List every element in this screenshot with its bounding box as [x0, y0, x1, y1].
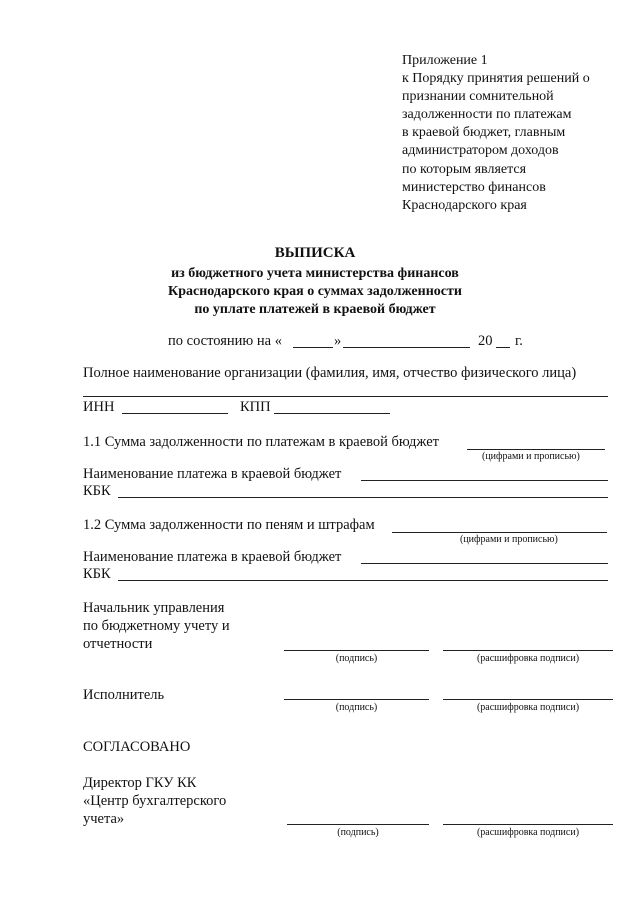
- head-decode-field[interactable]: [443, 650, 613, 651]
- debt-sum-hint: (цифрами и прописью): [482, 451, 580, 462]
- penalty-payment-name-field[interactable]: [361, 563, 608, 564]
- director-title-line: Директор ГКУ КК: [83, 775, 197, 791]
- org-name-field[interactable]: [83, 396, 608, 397]
- signature-hint: (подпись): [335, 653, 378, 664]
- org-name-label: Полное наименование организации (фамилия, имя, отчество физического лица): [83, 365, 577, 381]
- head-title-line: отчетности: [83, 636, 153, 652]
- date-suffix: г.: [515, 333, 523, 349]
- appendix-line: администратором доходов: [402, 143, 559, 159]
- date-year-prefix: 20: [478, 333, 493, 349]
- appendix-line: министерство финансов: [402, 179, 546, 195]
- payment-name-field[interactable]: [361, 480, 608, 481]
- date-year-field[interactable]: [496, 347, 510, 348]
- decode-hint: (расшифровка подписи): [476, 827, 580, 838]
- kpp-field[interactable]: [274, 413, 390, 414]
- director-title-line: учета»: [83, 811, 125, 827]
- executor-signature-field[interactable]: [284, 699, 429, 700]
- appendix-line: признании сомнительной: [402, 89, 554, 105]
- appendix-line: Приложение 1: [402, 53, 488, 68]
- kpp-label: КПП: [240, 399, 271, 415]
- appendix-line: в краевой бюджет, главным: [402, 125, 566, 141]
- date-mid: »: [334, 333, 342, 349]
- penalty-kbk-label: КБК: [83, 566, 111, 582]
- penalty-payment-name-label: Наименование платежа в краевой бюджет: [83, 549, 342, 565]
- penalty-kbk-field[interactable]: [118, 580, 608, 581]
- document-subtitle-line: по уплате платежей в краевой бюджет: [194, 302, 436, 317]
- signature-hint: (подпись): [337, 827, 379, 838]
- penalty-sum-label: 1.2 Сумма задолженности по пеням и штрафам: [83, 517, 375, 533]
- appendix-line: задолженности по платежам: [402, 107, 572, 123]
- payment-name-label: Наименование платежа в краевой бюджет: [83, 466, 342, 482]
- director-title-line: «Центр бухгалтерского: [83, 793, 227, 809]
- debt-sum-field[interactable]: [467, 449, 605, 450]
- date-prefix: по состоянию на «: [168, 333, 282, 349]
- executor-decode-field[interactable]: [443, 699, 613, 700]
- signature-hint: (подпись): [335, 702, 378, 713]
- document-title: ВЫПИСКА: [274, 245, 356, 261]
- approved-label: СОГЛАСОВАНО: [83, 739, 191, 755]
- date-month-field[interactable]: [343, 347, 470, 348]
- head-title-line: Начальник управления: [83, 600, 225, 616]
- head-signature-field[interactable]: [284, 650, 429, 651]
- decode-hint: (расшифровка подписи): [476, 702, 580, 713]
- appendix-line: по которым является: [402, 161, 527, 177]
- inn-label: ИНН: [83, 399, 115, 415]
- inn-field[interactable]: [122, 413, 228, 414]
- appendix-line: к Порядку принятия решений о: [402, 71, 590, 87]
- penalty-sum-hint: (цифрами и прописью): [460, 534, 558, 545]
- kbk-label: КБК: [83, 483, 111, 499]
- decode-hint: (расшифровка подписи): [476, 653, 580, 664]
- document-subtitle-line: Краснодарского края о суммах задолженности: [168, 284, 462, 299]
- appendix-note: [402, 52, 590, 215]
- document-subtitle-line: из бюджетного учета министерства финансов: [171, 266, 459, 281]
- director-decode-field[interactable]: [443, 824, 613, 825]
- appendix-line: Краснодарского края: [402, 197, 527, 213]
- director-signature-field[interactable]: [287, 824, 429, 825]
- kbk-field[interactable]: [118, 497, 608, 498]
- date-day-field[interactable]: [293, 347, 333, 348]
- executor-label: Исполнитель: [83, 687, 165, 703]
- head-title-line: по бюджетному учету и: [83, 618, 230, 634]
- penalty-sum-field[interactable]: [392, 532, 607, 533]
- debt-sum-label: 1.1 Сумма задолженности по платежам в краевой бюджет: [83, 434, 440, 450]
